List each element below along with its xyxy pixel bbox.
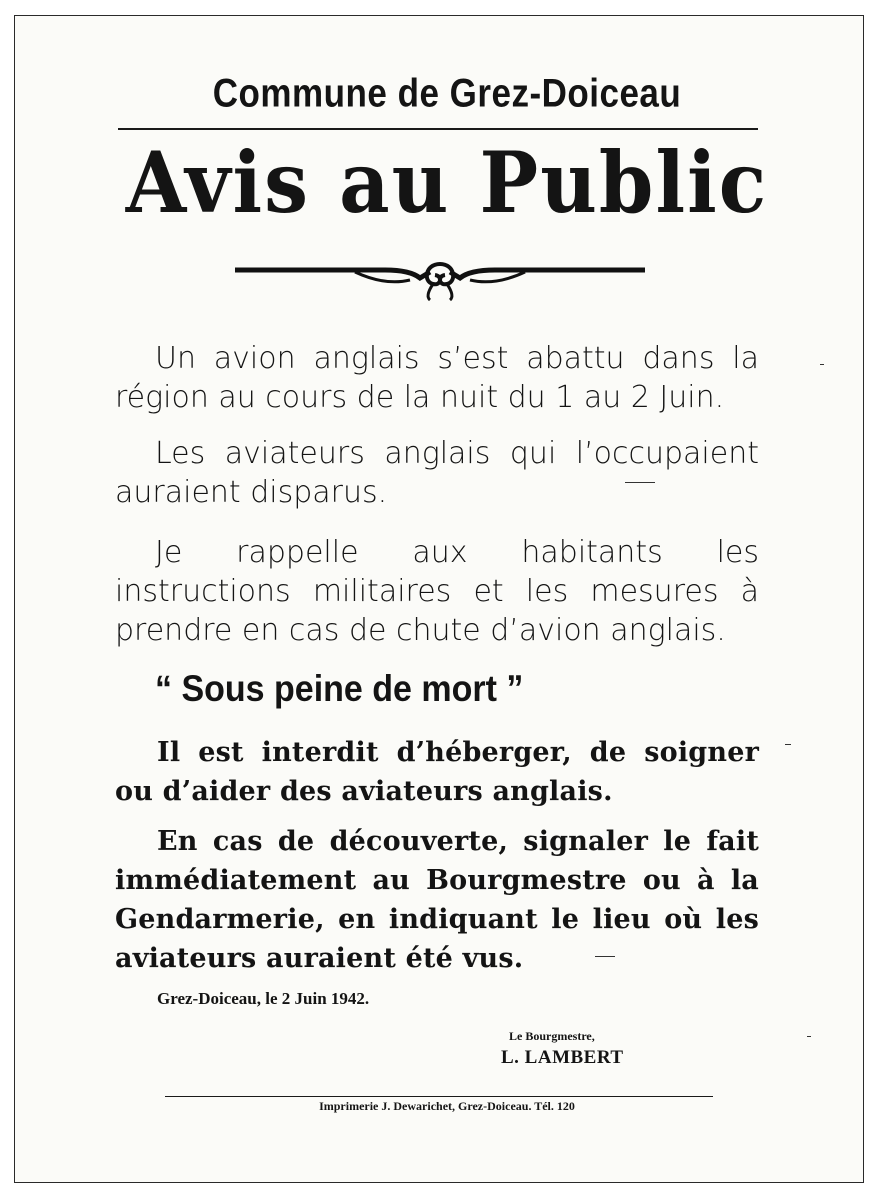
commune-heading: Commune de Grez-Doiceau [212,71,682,116]
date-line: Grez-Doiceau, le 2 Juin 1942. [157,989,370,1008]
paragraph-prohibition: Il est interdit d’héberger, de soigner ou d’aider des aviateurs anglais. [115,737,759,807]
printer-line: Imprimerie J. Dewarichet, Grez-Doiceau. Tél. 120 [319,1099,575,1113]
ornament-divider [235,256,645,306]
poster-title: Avis au Public [125,134,769,233]
print-speck [820,364,824,365]
footer-rule [165,1096,713,1097]
paragraph-instructions: Je rappelle aux habitants les instructions militaires et les mesures à prendre en cas de chute d’avion anglais. [115,535,759,648]
paragraph-aviators: Les aviateurs anglais qui l’occupaient auraient disparus. [115,436,759,510]
signatory-name: L. LAMBERT [501,1047,624,1068]
paragraph-crash: Un avion anglais s’est abattu dans la région au cours de la nuit du 1 au 2 Juin. [115,341,759,415]
poster [14,15,864,1183]
print-speck [807,1036,811,1037]
print-speck [785,744,791,745]
header-rule [118,128,758,130]
paragraph-report: En cas de découverte, signaler le fait immédiatement au Bourgmestre ou à la Gendarmerie, en indiquant le lieu où les aviateurs auraient été vus. [115,826,759,974]
warning-heading: “ Sous peine de mort ” [155,668,524,710]
print-speck [595,956,615,957]
signatory-title: Le Bourgmestre, [509,1029,595,1043]
print-speck [625,482,655,483]
